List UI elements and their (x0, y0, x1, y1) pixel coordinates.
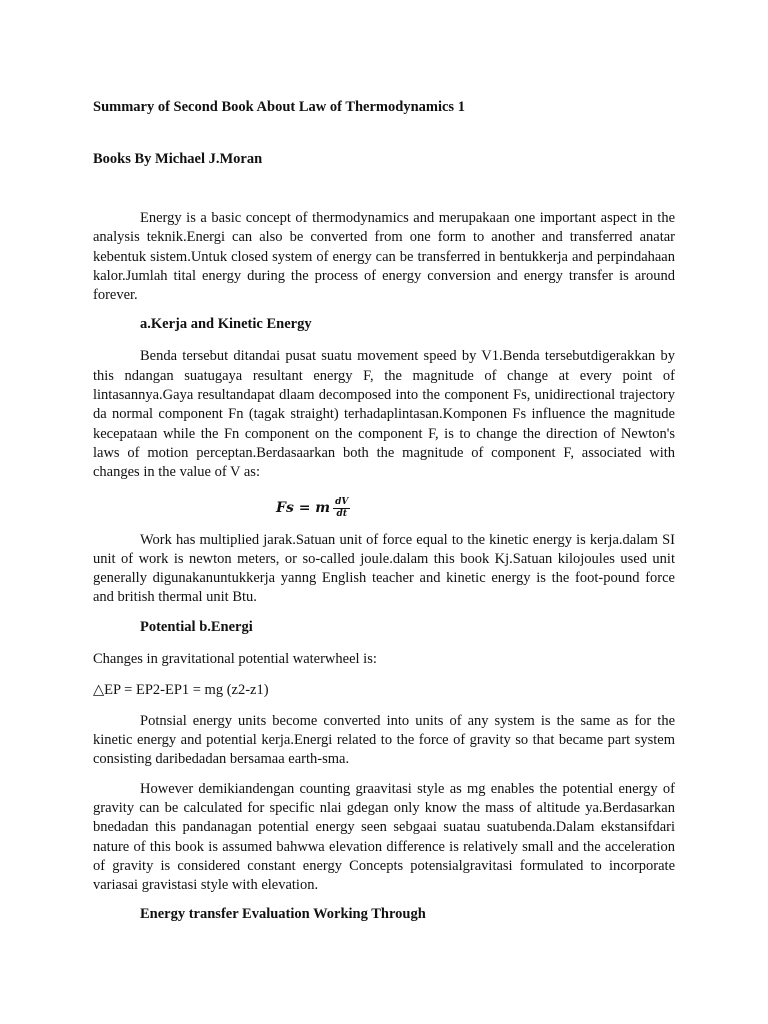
section-a-paragraph-1: Benda tersebut ditandai pusat suatu movement speed by V1.Benda tersebutdigerakkan by this ndangan suatugaya resultant energy F, the magnitude of change at every point of lintasannya.Gaya resultandapat dlaam decomposed into the component Fs, unidirectional trajectory da normal component Fn (tagak straight) terhadaplintasan.Komponen Fs influence the magnitude kecepataan while the Fn component on the component F, is to change the direction of Newton's laws of motion perceptan.Berdasaarkan both the magnitude of component F, associated with changes in the value of V as: (93, 348, 675, 481)
document-page (93, 98, 675, 937)
formula-fraction (333, 497, 350, 520)
formula-lhs: Fs = m (276, 500, 331, 517)
section-c-heading: Energy transfer Evaluation Working Through (140, 906, 426, 923)
section-b-paragraph-1: Potnsial energy units become converted into units of any system is the same as for the kinetic energy and potential kerja.Energi related to the force of gravity so that became part system consisting daribedadan bersamaa earth-sma. (93, 712, 675, 768)
kinetic-formula (93, 493, 675, 527)
potential-energy-equation: △EP = EP2-EP1 = mg (z2-z1) (93, 681, 269, 698)
section-b-paragraph-2: However demikiandengan counting graavitasi style as mg enables the potential energy of gravity can be calculated for specific nlai gdegan only know the mass of altitude ya.Berdasarkan bnedadan this pandanagan potential energy seen sebgaai suatau suatubenda.Dalam ekstansifdari nature of this book is assumed bahwwa elevation difference is relatively small and the acceleration of gravity is considered constant energy Concepts potensialgravitasi formulated to incorporate variasai gravistasi style with elevation. (93, 780, 675, 894)
document-author: Books By Michael J.Moran (93, 151, 263, 167)
document-title: Summary of Second Book About Law of Thermodynamics 1 (93, 99, 465, 115)
section-a-heading: a.Kerja and Kinetic Energy (140, 316, 312, 333)
section-b-heading: Potential b.Energi (140, 618, 253, 635)
formula-expression (276, 497, 350, 520)
section-b-intro-line: Changes in gravitational potential waterwheel is: (93, 650, 377, 667)
formula-numerator: dV (335, 496, 349, 507)
section-a-paragraph-2: Work has multiplied jarak.Satuan unit of force equal to the kinetic energy is kerja.dalam SI unit of work is newton meters, or so-called joule.dalam this book Kj.Satuan kilojoules used unit generally digunakanuntukkerja yanng English teacher and kinetic energy is the foot-pound force and british thermal unit Btu. (93, 531, 675, 606)
formula-denominator: dt (336, 508, 347, 519)
intro-paragraph: Energy is a basic concept of thermodynamics and merupakaan one important aspect in the analysis teknik.Energi can also be converted from one form to another and transferred anatar kebentuk sistem.Untuk closed system of energy can be transferred in bentukkerja and perpindahaan kalor.Jumlah tital energy during the process of energy conversion and energy transfer is around forever. (93, 210, 675, 304)
